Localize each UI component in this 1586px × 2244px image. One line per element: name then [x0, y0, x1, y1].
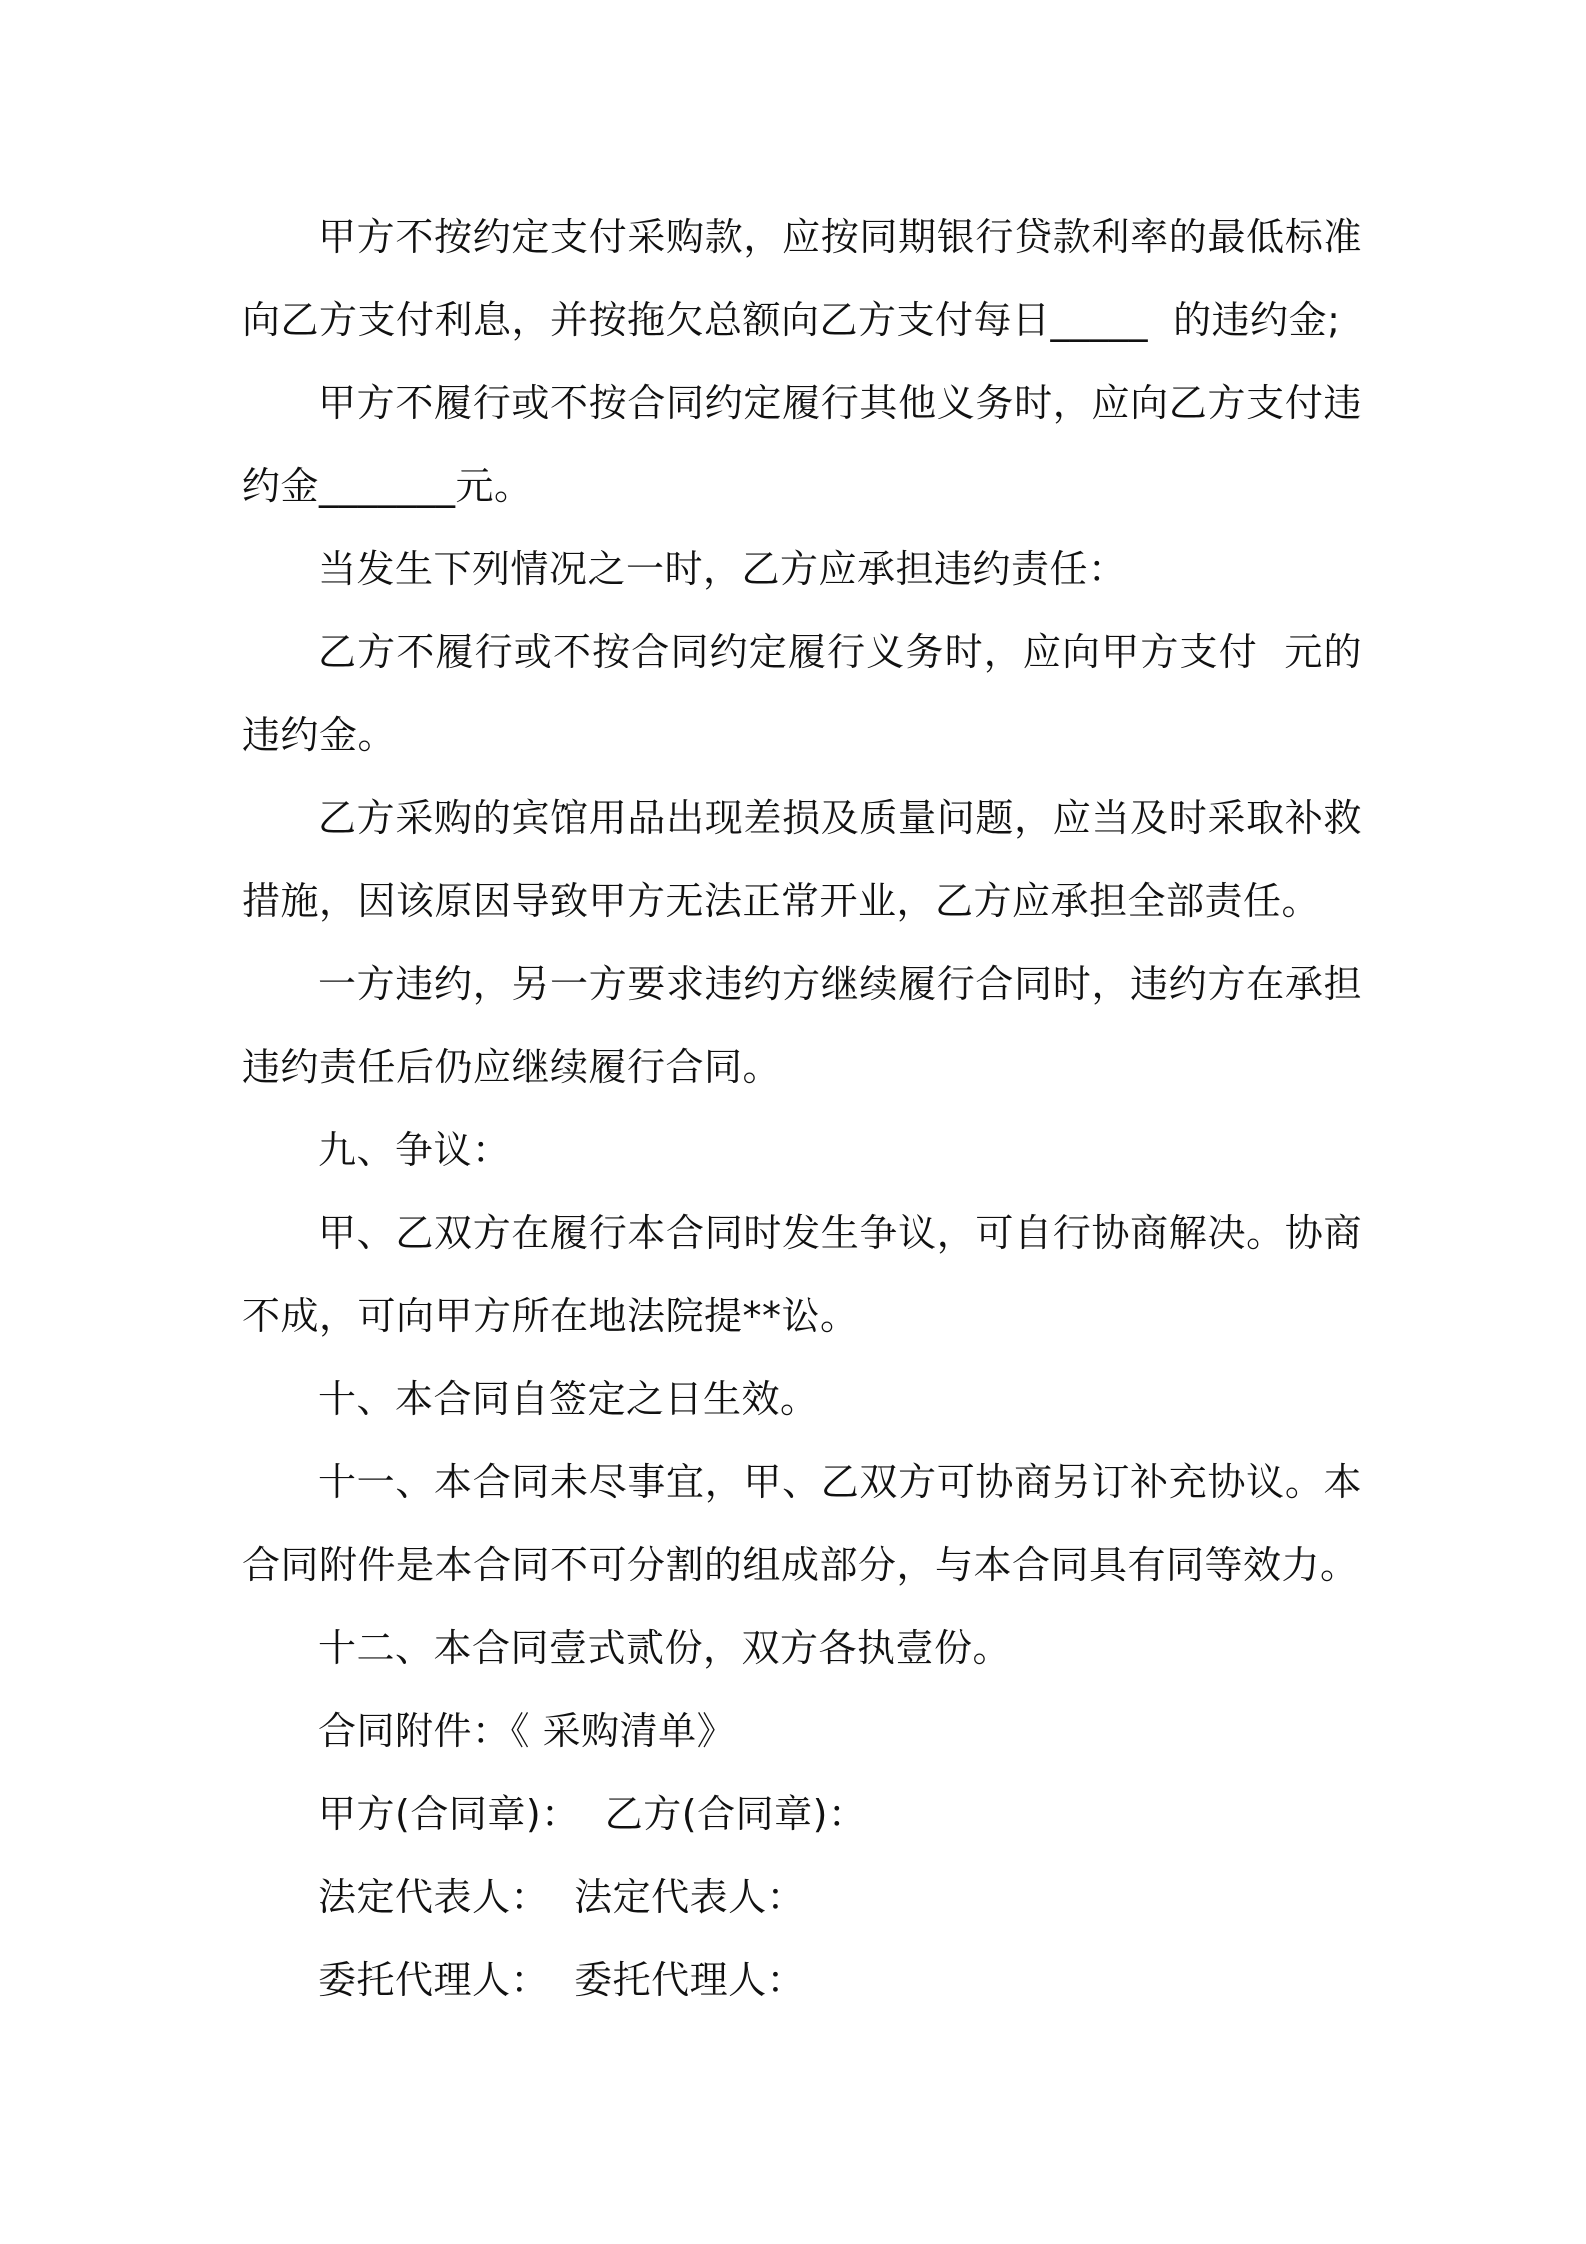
clause-dispute-resolution: 甲、乙双方在履行本合同时发生争议，可自行协商解决。协商不成，可向甲方所在地法院提**讼。 [242, 1211, 1362, 1338]
clause-seller-quality: 乙方采购的宾馆用品出现差损及质量问题，应当及时采取补救措施，因该原因导致甲方无法正常开业，乙方应承担全部责任。 [242, 796, 1362, 923]
document-body [242, 196, 1362, 2022]
section-heading-dispute: 九、争议： [318, 1128, 511, 1172]
clause-buyer-late-payment: 甲方不按约定支付采购款，应按同期银行贷款利率的最低标准向乙方支付利息，并按拖欠总额向乙方支付每日_____ 的违约金; [242, 215, 1362, 342]
section-copies: 十二、本合同壹式贰份，双方各执壹份。 [318, 1626, 1012, 1670]
clause-continue-performance: 一方违约，另一方要求违约方继续履行合同时，违约方在承担违约责任后仍应继续履行合同。 [242, 962, 1362, 1089]
section-supplementary: 十一、本合同未尽事宜，甲、乙双方可协商另订补充协议。本合同附件是本合同不可分割的组成部分，与本合同具有同等效力。 [242, 1460, 1362, 1587]
clause-seller-breach: 乙方不履行或不按合同约定履行义务时，应向甲方支付 元的违约金。 [242, 630, 1362, 757]
attachment-line: 合同附件：《 采购清单》 [318, 1709, 736, 1753]
signature-seal-line: 甲方(合同章)： 乙方(合同章)： [318, 1792, 867, 1836]
signature-legal-rep-line: 法定代表人： 法定代表人： [318, 1875, 806, 1919]
clause-seller-liability-intro: 当发生下列情况之一时，乙方应承担违约责任： [318, 547, 1127, 591]
signature-agent-line: 委托代理人： 委托代理人： [318, 1958, 806, 2002]
section-effective-date: 十、本合同自签定之日生效。 [318, 1377, 819, 1421]
clause-buyer-other-breach: 甲方不履行或不按合同约定履行其他义务时，应向乙方支付违约金_______元。 [242, 381, 1362, 508]
